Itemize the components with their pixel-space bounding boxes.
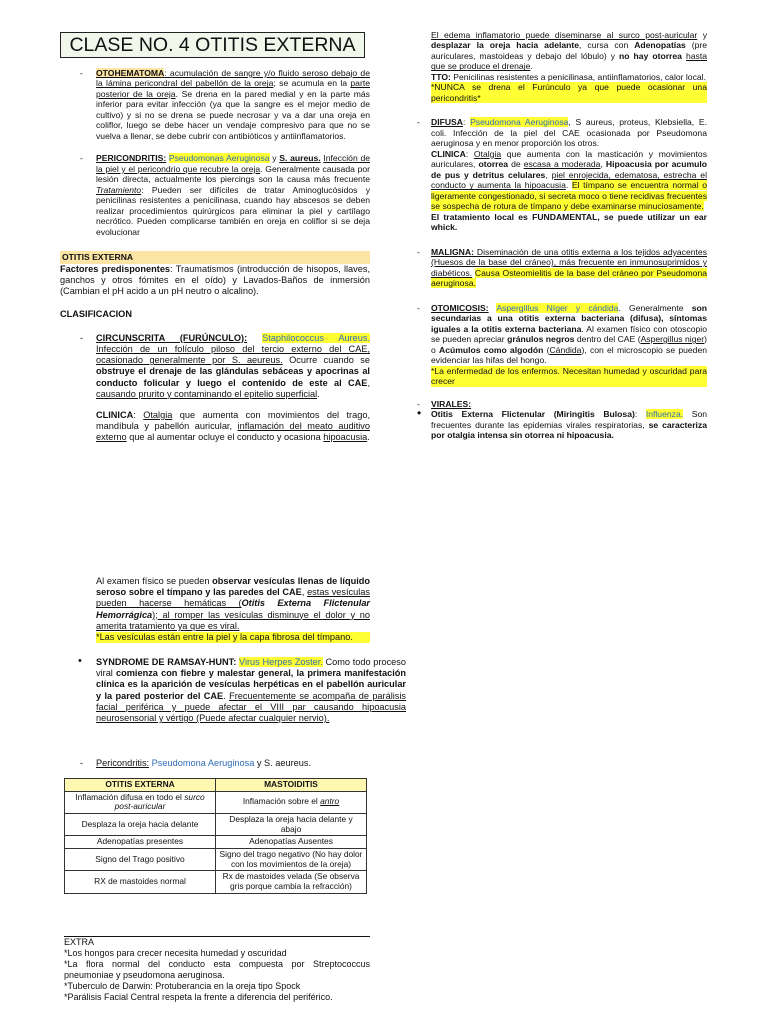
- pericondritis2-text: y S. aeureus.: [254, 758, 312, 768]
- vesiculas-text: Otitis Externa Flictenular Hemorrágica: [96, 598, 371, 620]
- miringitis-organism: Influenza.: [645, 409, 684, 420]
- clinica-label: CLINICA: [431, 148, 466, 159]
- table-header-row: [65, 779, 367, 792]
- circunscrita-text: ,: [367, 377, 370, 388]
- pericondritis2-organism: Pseudomona Aeruginosa: [151, 758, 255, 768]
- extra-line: *La flora normal del conducto esta compuesta por Streptococcus pneumoniae y pseudomona aeruginosa.: [64, 958, 370, 980]
- edema-text: El edema inflamatorio puede diseminarse al surco post-auricular: [431, 30, 698, 40]
- difusa-organism: Pseudomona Aeruginosa: [470, 117, 569, 128]
- tto-text: Penicilinas resistentes a penicilinasa, antiinflamatorios, calor local.: [450, 71, 706, 82]
- table-cell: Adenopatías presentes: [65, 836, 216, 849]
- ramsay-text: .: [223, 690, 230, 701]
- pericondritis-item: [60, 153, 370, 237]
- otomicosis-organism: Aspergillus Níger y cándida: [496, 302, 619, 313]
- difusa-text: , S aureus, proteus, Klebsiella, E. coli. Infección de la piel del CAE ocasionada por Pseudomona aeruginosa y en menor proporción los otros.: [431, 117, 707, 149]
- vesiculas-text: estas vesículas pueden hacerse hemáticas (: [96, 587, 371, 609]
- difusa-text: ,: [600, 159, 606, 170]
- vesiculas-text: );: [152, 609, 158, 620]
- edema-text: y: [697, 30, 707, 40]
- circunscrita-organism: Staphilococcus Aureus.: [262, 332, 370, 343]
- ramsay-text: comienza con fiebre y malestar general, la primera manifestación clínica es la aparición de vesículas herpéticas en el pabellón auricular y la pared posterior del CAE: [96, 668, 406, 701]
- otomicosis-text: ), con el microscopio se pueden evidenciar las hifas del hongo.: [431, 344, 708, 366]
- edema-text: no hay otorrea: [619, 50, 682, 61]
- table-row: [65, 813, 367, 835]
- cell-text: Inflamación sobre el: [242, 796, 321, 807]
- ramsay-organism: Virus Herpes Zoster.: [239, 657, 323, 667]
- miringitis-term: Otitis Externa Flictenular (Miringitis Bulosa): [431, 409, 635, 420]
- table-cell: [216, 791, 367, 813]
- maligna-term: MALIGNA:: [431, 246, 474, 257]
- table-cell: Rx de mastoides velada (Se observa gris porque cambia la refracción): [216, 871, 367, 893]
- factors-text: : Traumatismos (introducción de hisopos, llaves, ganchos y otros fómites en el oído) y Lavados-Baños de inmersión (Cambian el pH acido a un pH neutro o alcalino).: [60, 263, 371, 297]
- difusa-text: :: [463, 117, 471, 128]
- vesiculas-text: ,: [301, 587, 308, 598]
- otomicosis-text: Aspergillus niger: [640, 334, 705, 345]
- circunscrita-text: .: [317, 388, 320, 399]
- difusa-highlight: El tímpano se encuentra normal o ligeramente congestionado, si secreta moco o tiene recidivas frecuentes se sospecha de rotura de tímpano y debe examinarse minuciosamente.: [431, 180, 707, 212]
- difusa-item: [415, 117, 707, 232]
- left-column: [60, 32, 407, 1002]
- factores-predisponentes: [60, 264, 370, 298]
- treatment-label: Tratamiento: [96, 184, 142, 195]
- table-cell: Adenopatías Ausentes: [216, 836, 367, 849]
- otohematoma-text: . Se drena en la pared medial y en la parte más inferior para evitar infección (ya que la sangre es el mejor medio de cultivo) y si no se drena se puede necrosar y va a dar una oreja en coliflor, luego se debe hacer un vendaje compresivo para que no se vuelva a llenar, se debe cubrir con antibióticos y antiinflamatorios.: [96, 88, 370, 141]
- virales-item: [415, 399, 707, 409]
- clinica-text: Otalgia: [143, 409, 173, 420]
- miringitis-text: :: [634, 409, 646, 420]
- pericondritis-organism: Pseudomonas Aeruginosa: [168, 153, 270, 164]
- table-row: [65, 836, 367, 849]
- otomicosis-text: Acúmulos como algodón: [439, 344, 544, 355]
- cell-text: antro: [320, 796, 340, 807]
- table-row: [65, 871, 367, 893]
- difusa-term: DIFUSA: [431, 117, 463, 128]
- vesiculas-text: al romper las vesículas disminuye el dolor y no amerita tratamiento ya que es viral.: [96, 609, 370, 631]
- difusa-treatment: El tratamiento local es FUNDAMENTAL, se puede utilizar un ear whick.: [431, 211, 707, 233]
- difusa-text: :: [465, 148, 474, 159]
- otomicosis-text: . Generalmente: [618, 302, 692, 313]
- table-header: OTITIS EXTERNA: [65, 779, 216, 792]
- ramsay-term: SYNDROME DE RAMSAY-HUNT:: [96, 657, 237, 667]
- edema-text: desplazar la oreja hacia adelante: [431, 40, 580, 51]
- pericondritis-text: . Generalmente causada por lesión directa, actualmente los piercings son la causa más frecuente: [96, 163, 370, 185]
- otomicosis-item: [415, 303, 707, 387]
- otohematoma-item: [60, 68, 370, 141]
- otomicosis-text: ) o: [431, 334, 708, 355]
- otomicosis-text: gránulos negros: [507, 334, 575, 345]
- circunscrita-text: causando prurito y contaminando el epitelio superficial: [96, 388, 318, 399]
- tto-label: TTO:: [431, 71, 451, 82]
- clinica-label: CLINICA: [96, 409, 134, 420]
- table-cell: RX de mastoides normal: [65, 871, 216, 893]
- pericondritis-term: PERICONDRITIS:: [96, 153, 167, 164]
- otitis-externa-section: [60, 251, 370, 297]
- miringitis-text: se caracteriza por otalgia intensa sin otorrea ni hipoacusia.: [431, 419, 708, 440]
- otomicosis-text: dentro del CAE (: [574, 334, 641, 345]
- otohematoma-text: parte posterior de la oreja: [96, 78, 370, 99]
- comparison-table: [64, 778, 367, 894]
- otohematoma-text: ; se acumula en la: [273, 78, 351, 89]
- edema-paragraph: [415, 30, 707, 103]
- ramsay-hunt-item: [60, 657, 406, 724]
- circunscrita-text: Infección de un folículo piloso del tercio externo del CAE, ocasionado generalmente por S. aeureus.: [96, 343, 370, 366]
- edema-text: hasta que se produce el drenaje: [431, 50, 708, 72]
- difusa-text: Hipoacusia por acumulo de pus y detritus celulares: [431, 159, 707, 180]
- cell-text: surco post-auricular: [114, 791, 205, 812]
- otohematoma-term: OTOHEMATOMA: [96, 68, 165, 78]
- pericondritis-text: Infección de la piel y el pericondrio que recubre la oreja: [96, 153, 370, 174]
- miringitis-item: [415, 409, 707, 440]
- pericondritis-text: : Pueden ser difíciles de tratar Aminoglucósidos y penicilinas resistentes a penicilinasa, cuando hay abscesos se deben realizar procedimientos quirúrgicos para eliminar la piel y cartílago necrótico. Pueden complicarse también en oreja en coliflor si se deja evolucionar: [96, 184, 370, 237]
- table-row: [65, 848, 367, 870]
- edema-text: Adenopatías: [634, 40, 686, 51]
- otitis-externa-heading: OTITIS EXTERNA: [60, 251, 370, 263]
- miringitis-text: Son frecuentes durante las epidemias virales respiratorias,: [431, 409, 707, 430]
- pericondritis-note: [60, 758, 406, 769]
- otomicosis-text: son secundarias a una otitis externa bacteriana (difusa), síntomas iguales a la otitis externa bacteriana: [431, 302, 707, 334]
- virales-term: VIRALES:: [431, 398, 472, 409]
- clinica-text: hipoacusia: [323, 432, 368, 443]
- circunscrita-term: CIRCUNSCRITA (FURÚNCULO):: [96, 332, 248, 343]
- clinica-text: :: [133, 409, 144, 420]
- clinica-text: inflamación del meato auditivo externo: [96, 421, 370, 443]
- difusa-text: .: [565, 180, 572, 191]
- difusa-text: otorrea: [478, 159, 509, 170]
- ramsay-text: Frecuentemente se acompaña de parálisis facial periférica y puede afectar el VIII par causando hipoacusia neurosensorial y vértigo (Puede afectar cualquier nervio).: [96, 690, 407, 724]
- difusa-text: piel enrojecida, edematosa, estrecha el conducto y aumenta la hipoacusia: [431, 169, 707, 191]
- extra-section: [64, 936, 370, 1003]
- difusa-text: ,: [545, 169, 552, 180]
- otomicosis-note: *La enfermedad de los enfermos. Necesitan humedad y oscuridad para crecer: [431, 365, 707, 387]
- pericondritis2-label: Pericondritis:: [96, 758, 150, 768]
- otomicosis-term: OTOMICOSIS:: [431, 302, 489, 313]
- table-cell: Signo del Trago positivo: [65, 848, 216, 870]
- difusa-text: que aumenta con la masticación y movimientos auriculares,: [431, 148, 707, 170]
- circunscrita-text: obstruye el drenaje de las glándulas sebáceas y apocrinas al conducto folicular y luego el contenido de este al CAE: [96, 366, 370, 388]
- clasificacion-heading: CLASIFICACION: [60, 309, 132, 320]
- table-row: [65, 791, 367, 813]
- ramsay-text: Como todo proceso viral: [96, 657, 406, 679]
- vesiculas-paragraph: [96, 576, 370, 643]
- table-cell: Signo del trago negativo (No hay dolor con los movimientos de la oreja): [216, 848, 367, 870]
- cell-text: Inflamación difusa en todo el: [75, 791, 185, 802]
- clinica-text: .: [367, 432, 370, 443]
- difusa-text: escasa a moderada: [523, 159, 601, 170]
- vesiculas-text: observar vesículas llenas de líquido seroso sobre el tímpano y las paredes del CAE: [96, 576, 370, 598]
- right-column: [415, 30, 707, 440]
- otomicosis-text: . Al examen físico con otoscopio se pueden apreciar: [431, 323, 707, 345]
- maligna-text: Diseminación de una otitis externa a los tejidos adyacentes (Huesos de la base del cráneo), más frecuente en inmunosuprimidos y diabéticos.: [431, 246, 707, 278]
- factors-label: Factores predisponentes: [60, 263, 171, 274]
- circunscrita-item: [60, 333, 370, 400]
- vesiculas-text: Al examen físico se pueden: [96, 576, 213, 586]
- extra-line: *Tuberculo de Darwin: Protuberancia en la oreja tipo Spock: [64, 980, 301, 991]
- page-title: CLASE NO. 4 OTITIS EXTERNA: [60, 32, 365, 58]
- clinica-text: que aumenta con movimientos del trago, mandíbula y pabellón auricular,: [96, 409, 370, 432]
- pericondritis-text: y: [269, 153, 280, 164]
- maligna-item: [415, 247, 707, 289]
- circunscrita-text: Ocurre cuando se: [282, 355, 370, 366]
- extra-line: *Los hongos para crecer necesita humedad y oscuridad: [64, 947, 287, 958]
- maligna-highlight: Causa Osteomielitis de la base del cráneo por Pseudomona aeruginosa.: [431, 267, 708, 289]
- table-cell: Desplaza la oreja hacia delante: [65, 813, 216, 835]
- difusa-text: Otalgia: [473, 148, 502, 159]
- extra-heading: EXTRA: [64, 937, 95, 947]
- clinica-text: que al aumentar ocluye el conducto y ocasiona: [126, 432, 324, 443]
- furunculo-note: *NUNCA se drena el Furúnculo ya que puede ocasionar una pericondritis*: [431, 82, 707, 103]
- circunscrita-clinica: [60, 410, 370, 444]
- pericondritis-organism2: S. aureus.: [279, 153, 321, 164]
- otomicosis-text: Cándida: [549, 344, 582, 355]
- table-cell: [65, 791, 216, 813]
- otohematoma-text: : acumulación de sangre y/o fluido seroso debajo de la lámina pericondral del pabellón de la oreja: [96, 68, 370, 89]
- table-cell: Desplaza la oreja hacia delante y abajo: [216, 813, 367, 835]
- edema-text: , cursa con: [579, 40, 635, 51]
- vesiculas-note: *Las vesículas están entre la piel y la capa fibrosa del tímpano.: [96, 632, 370, 643]
- table-header: MASTOIDITIS: [216, 779, 367, 792]
- edema-text: .: [530, 61, 533, 72]
- edema-text: (pre auriculares, mastoideas y debajo del lóbulo) y: [431, 40, 708, 61]
- extra-line: *Parálisis Facial Central respeta la frente a diferencia del periférico.: [64, 991, 333, 1002]
- difusa-text: de: [508, 159, 524, 170]
- otomicosis-text: (: [543, 344, 550, 355]
